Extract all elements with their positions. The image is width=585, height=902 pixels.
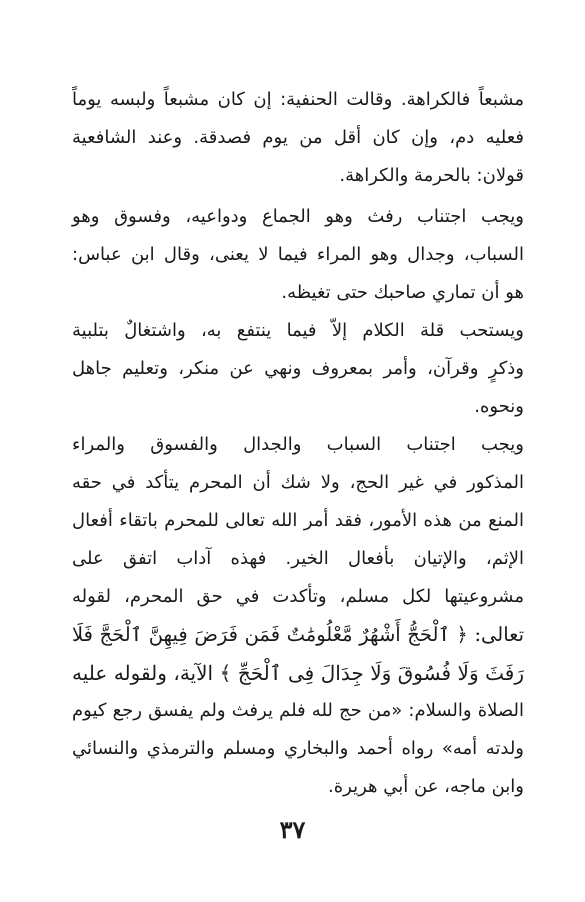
text-line: مشروعيتها لكل مسلم، وتأكدت في حق المحرم، لقوله [72, 586, 524, 607]
text-line: الإثم، والإتيان بأفعال الخير. فهذه آداب اتفق على [72, 548, 524, 569]
text-line: المذكور في غير الحج، ولا شك أن المحرم يتأكد في حقه [72, 472, 524, 493]
text-line: مشبعاً فالكراهة. وقالت الحنفية: إن كان مشبعاً ولبسه يوماً [72, 89, 524, 110]
text-line: قولان: بالحرمة والكراهة. [339, 165, 524, 186]
paragraph-3 [72, 312, 524, 426]
page-number: ٣٧ [279, 815, 306, 844]
quran-verse-line: تعالى: ﴿ ٱلْحَجُّ أَشْهُرٌ مَّعْلُومَٰتٌ فَمَن فَرَضَ فِيهِنَّ ٱلْحَجَّ فَلَا [72, 623, 524, 646]
text-line: الصلاة والسلام: «من حج لله فلم يرفث ولم يفسق رجع كيوم [72, 700, 524, 721]
text-line: هو أن تماري صاحبك حتى تغيظه. [281, 282, 524, 303]
paragraph-4 [72, 426, 524, 806]
text-line: ويجب اجتناب رفث وهو الجماع ودواعيه، وفسوق وهو [72, 206, 524, 227]
text-line: السباب، وجدال وهو المراء فيما لا يعنى، وقال ابن عباس: [72, 244, 524, 265]
text-line: وابن ماجه، عن أبي هريرة. [328, 776, 524, 797]
quran-verse-line: رَفَثَ وَلَا فُسُوقَ وَلَا جِدَالَ فِى ٱلْحَجِّ ﴾ الآية، ولقوله عليه [72, 661, 524, 685]
paragraph-1 [72, 81, 524, 195]
text-line: فعليه دم، وإن كان أقل من يوم فصدقة. وعند الشافعية [72, 127, 524, 148]
text-line: ولدته أمه» رواه أحمد والبخاري ومسلم والترمذي والنسائي [72, 738, 524, 759]
text-line: المنع من هذه الأمور، فقد أمر الله تعالى للمحرم باتقاء أفعال [72, 510, 524, 531]
paragraph-2 [72, 198, 524, 312]
text-line: ونحوه. [474, 396, 524, 417]
text-line: ويجب اجتناب السباب والجدال والفسوق والمراء [72, 434, 524, 455]
text-line: ويستحب قلة الكلام إلاّ فيما ينتفع به، واشتغالٌ بتلبية [72, 320, 524, 341]
text-line: وذكرٍ وقرآن، وأمر بمعروف ونهي عن منكر، وتعليم جاهل [72, 358, 524, 379]
